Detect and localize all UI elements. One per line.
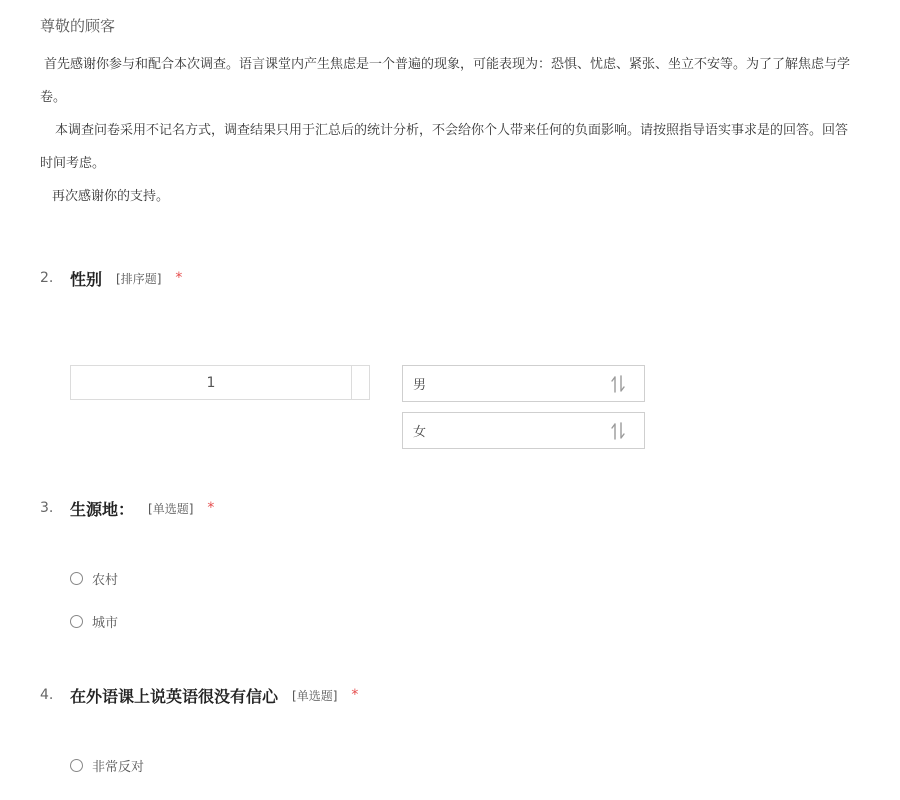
rank-slot-number: 1 [206,375,216,391]
intro-paragraph-2-line-1: 本调查问卷采用不记名方式，调查结果只用于汇总后的统计分析，不会给你个人带来任何的负面影响。请按照指导语实事求是的回答。回答 [55,123,849,138]
rank-option-female[interactable] [402,412,645,449]
rank-option-label: 女 [413,425,427,440]
radio-circle-icon[interactable] [70,572,83,585]
question-title: 在外语课上说英语很没有信心 [70,686,279,706]
intro-paragraph-1-line-2: 卷。 [40,90,67,105]
rank-slot-1[interactable] [70,365,370,400]
greeting-heading: 尊敬的顾客 [40,17,116,35]
intro-paragraph-1-line-1: 首先感谢你参与和配合本次调查。语言课堂内产生焦虑是一个普遍的现象，可能表现为：恐惧、忧虑、紧张、坐立不安等。为了了解焦虑与学 [44,57,851,72]
question-3-header [40,496,214,520]
required-marker: * [351,687,359,703]
rank-option-male[interactable] [402,365,645,402]
question-type: [排序题] [116,271,162,286]
radio-option-label: 城市 [92,615,119,631]
sort-arrows-icon [610,374,626,394]
question-title: 生源地： [70,499,135,519]
required-marker: * [175,270,183,286]
question-number: 3. [40,500,54,516]
question-type: [单选题] [148,501,194,516]
radio-circle-icon[interactable] [70,759,83,772]
question-2-header [40,266,182,290]
required-marker: * [207,500,215,516]
question-number: 4. [40,687,54,703]
radio-option-label: 非常反对 [92,759,145,775]
sort-arrows-icon [610,421,626,441]
radio-option-label: 农村 [92,572,119,588]
radio-option-strongly-disagree[interactable] [70,755,144,775]
rank-option-label: 男 [413,378,427,393]
question-4-header [40,683,358,707]
intro-paragraph-2-line-2: 时间考虑。 [40,156,106,171]
question-number: 2. [40,270,54,286]
question-title: 性别 [70,269,103,289]
rank-slot-handle[interactable] [351,366,369,399]
radio-option-urban[interactable] [70,611,118,631]
radio-circle-icon[interactable] [70,615,83,628]
radio-option-rural[interactable] [70,568,118,588]
question-type: [单选题] [292,688,338,703]
intro-paragraph-3: 再次感谢你的支持。 [52,189,170,204]
